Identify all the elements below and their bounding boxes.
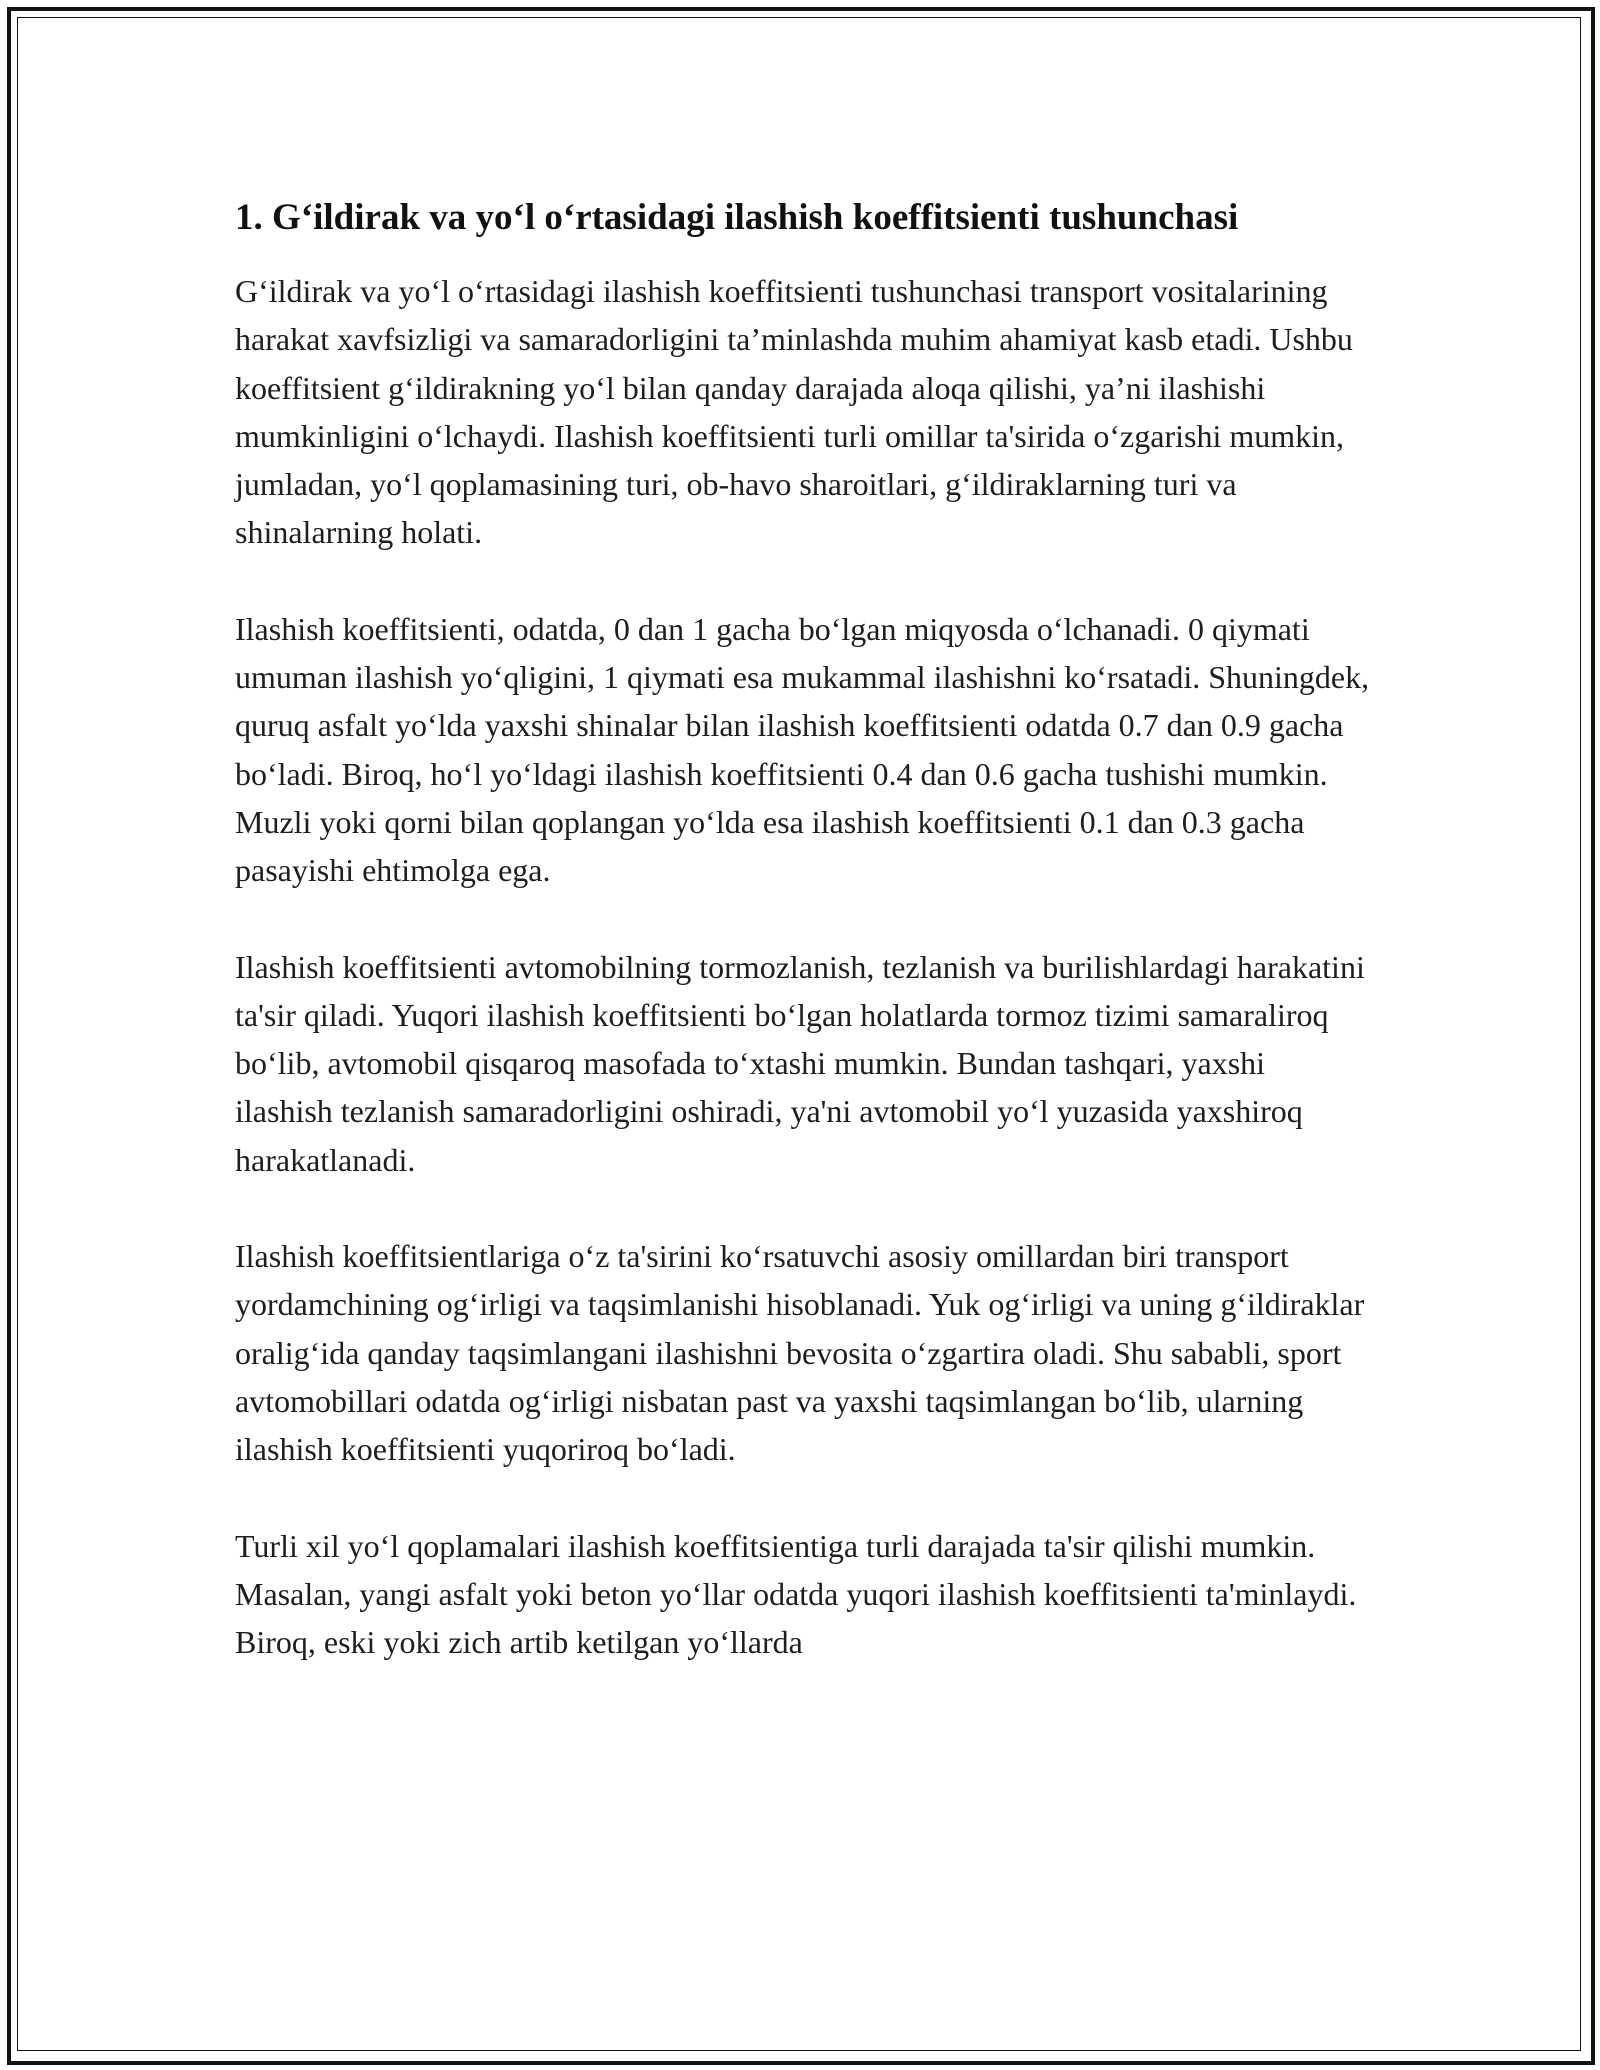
- paragraph-4: Ilashish koeffitsientlariga o‘z ta'sirini ko‘rsatuvchi asosiy omillardan biri transport yordamchining og‘irligi va taqsimlanishi hisoblanadi. Yuk og‘irligi va uning g‘ildiraklar oralig‘ida qanday taqsimlangani ilashishni bevosita o‘zgartira oladi. Shu sababli, sport avtomobillari odatda og‘irligi nisbatan past va yaxshi taqsimlangan bo‘lib, ularning ilashish koeffitsienti yuqoriroq bo‘ladi.: [235, 1238, 1365, 1468]
- document-body: [235, 190, 1370, 1714]
- section-heading: 1. G‘ildirak va yo‘l o‘rtasidagi ilashish koeffitsienti tushunchasi: [235, 197, 1239, 238]
- paragraph-3: Ilashish koeffitsienti avtomobilning tormozlanish, tezlanish va burilishlardagi harakatini ta'sir qiladi. Yuqori ilashish koeffitsienti bo‘lgan holatlarda tormoz tizimi samaraliroq bo‘lib, avtomobil qisqaroq masofada to‘xtashi mumkin. Bundan tashqari, yaxshi ilashish tezlanish samaradorligini oshiradi, ya'ni avtomobil yo‘l yuzasida yaxshiroq harakatlanadi.: [235, 948, 1365, 1178]
- paragraph-2: Ilashish koeffitsienti, odatda, 0 dan 1 gacha bo‘lgan miqyosda o‘lchanadi. 0 qiymati umuman ilashish yo‘qligini, 1 qiymati esa mukammal ilashishni ko‘rsatadi. Shuningdek, quruq asfalt yo‘lda yaxshi shinalar bilan ilashish koeffitsienti odatda 0.7 dan 0.9 gacha bo‘ladi. Biroq, ho‘l yo‘ldagi ilashish koeffitsienti 0.4 dan 0.6 gacha tushishi mumkin. Muzli yoki qorni bilan qoplangan yo‘lda esa ilashish koeffitsienti 0.1 dan 0.3 gacha pasayishi ehtimolga ega.: [235, 610, 1370, 889]
- paragraph-1: G‘ildirak va yo‘l o‘rtasidagi ilashish koeffitsienti tushunchasi transport vositalarining harakat xavfsizligi va samaradorligini ta’minlashda muhim ahamiyat kasb etadi. Ushbu koeffitsient g‘ildirakning yo‘l bilan qanday darajada aloqa qilishi, ya’ni ilashishi mumkinligini o‘lchaydi. Ilashish koeffitsienti turli omillar ta'sirida o‘zgarishi mumkin, jumladan, yo‘l qoplamasining turi, ob-havo sharoitlari, g‘ildiraklarning turi va shinalarning holati.: [235, 273, 1353, 551]
- paragraph-5: Turli xil yo‘l qoplamalari ilashish koeffitsientiga turli darajada ta'sir qilishi mumkin. Masalan, yangi asfalt yoki beton yo‘llar odatda yuqori ilashish koeffitsienti ta'minlaydi. Biroq, eski yoki zich artib ketilgan yo‘llarda: [235, 1527, 1357, 1661]
